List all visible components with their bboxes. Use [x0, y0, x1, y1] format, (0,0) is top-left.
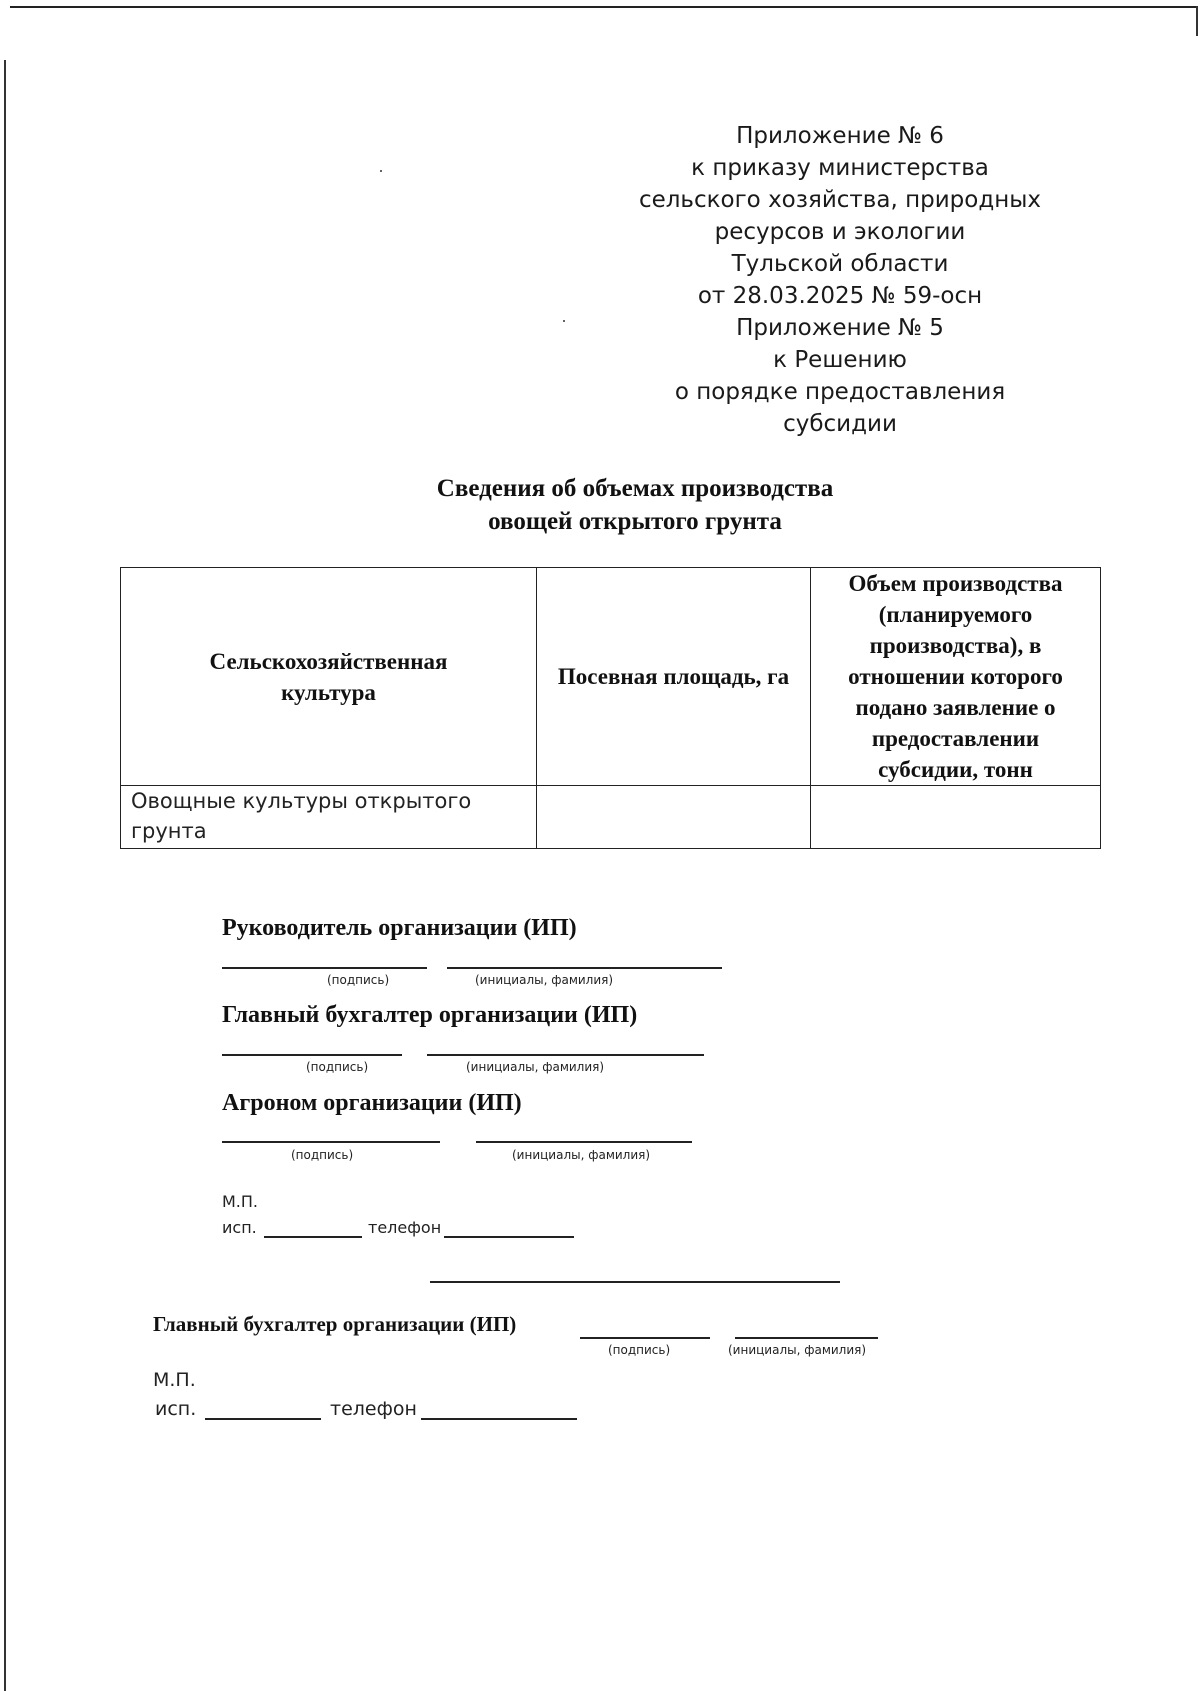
header-line: к Решению — [773, 347, 907, 373]
head-signature-line[interactable] — [222, 967, 427, 969]
initials-caption: (инициалы, фамилия) — [728, 1343, 867, 1357]
footer-initials-line[interactable] — [735, 1337, 878, 1339]
production-table — [120, 567, 1101, 849]
phone-line[interactable] — [444, 1236, 574, 1238]
header-line: о порядке предоставления — [674, 379, 1006, 405]
column-header-text: Посевная площадь, га — [557, 664, 790, 689]
footer-executor-label: исп. — [155, 1398, 197, 1420]
cell-volume[interactable] — [811, 786, 1101, 849]
footer-phone-line[interactable] — [421, 1418, 577, 1420]
executor-line[interactable] — [264, 1236, 362, 1238]
header-line: Приложение № 5 — [736, 315, 944, 341]
separator-line — [430, 1281, 840, 1283]
page-border-right — [1196, 6, 1198, 36]
initials-caption: (инициалы, фамилия) — [475, 973, 614, 987]
header-line: к приказу министерства — [691, 155, 989, 181]
page-border-top — [10, 6, 1196, 8]
head-initials-line[interactable] — [447, 967, 722, 969]
column-header-text: Объем производства (планируемого производства), в отношении которого подано заявление о предоставлении субсидии, тонн — [848, 571, 1063, 782]
column-header-area — [537, 568, 811, 786]
signature-caption: (подпись) — [291, 1148, 354, 1162]
cell-crop — [121, 786, 537, 849]
cell-text: Овощные культуры открытого грунта — [131, 789, 472, 843]
phone-label: телефон — [368, 1218, 442, 1237]
header-line: субсидии — [783, 411, 897, 437]
chief-accountant-heading: Главный бухгалтер организации (ИП) — [222, 1002, 638, 1028]
chief-accountant-initials-line[interactable] — [427, 1054, 704, 1056]
column-header-crop — [121, 568, 537, 786]
cell-area[interactable] — [537, 786, 811, 849]
header-line: от 28.03.2025 № 59-осн — [697, 283, 983, 309]
initials-caption: (инициалы, фамилия) — [466, 1060, 605, 1074]
scan-speck — [380, 170, 382, 172]
signature-caption: (подпись) — [306, 1060, 369, 1074]
table-row — [121, 786, 1101, 849]
head-signature-heading: Руководитель организации (ИП) — [222, 915, 577, 941]
agronomist-signature-line[interactable] — [222, 1141, 440, 1143]
signature-caption: (подпись) — [327, 973, 390, 987]
header-line: ресурсов и экологии — [714, 219, 966, 245]
header-line: Тульской области — [731, 251, 949, 277]
initials-caption: (инициалы, фамилия) — [512, 1148, 651, 1162]
column-header-text: Сельскохозяйственная культура — [209, 648, 448, 705]
table-header-row — [121, 568, 1101, 786]
title-line-1: Сведения об объемах производства — [436, 475, 834, 502]
executor-label: исп. — [222, 1218, 257, 1237]
footer-stamp-label: М.П. — [153, 1369, 196, 1391]
agronomist-heading: Агроном организации (ИП) — [222, 1090, 522, 1116]
scan-speck — [563, 320, 565, 322]
chief-accountant-signature-line[interactable] — [222, 1054, 402, 1056]
footer-signature-line[interactable] — [580, 1337, 710, 1339]
footer-chief-accountant-heading: Главный бухгалтер организации (ИП) — [153, 1312, 517, 1336]
stamp-label: М.П. — [222, 1192, 259, 1211]
agronomist-initials-line[interactable] — [476, 1141, 692, 1143]
footer-executor-line[interactable] — [205, 1418, 321, 1420]
footer-phone-label: телефон — [330, 1398, 417, 1420]
document-title — [300, 472, 970, 538]
signature-caption: (подпись) — [608, 1343, 671, 1357]
page-border-left — [4, 60, 6, 1691]
column-header-volume — [811, 568, 1101, 786]
title-line-2: овощей открытого грунта — [488, 508, 782, 535]
header-line: Приложение № 6 — [736, 123, 944, 149]
appendix-header — [620, 120, 1060, 440]
header-line: сельского хозяйства, природных — [638, 187, 1042, 213]
